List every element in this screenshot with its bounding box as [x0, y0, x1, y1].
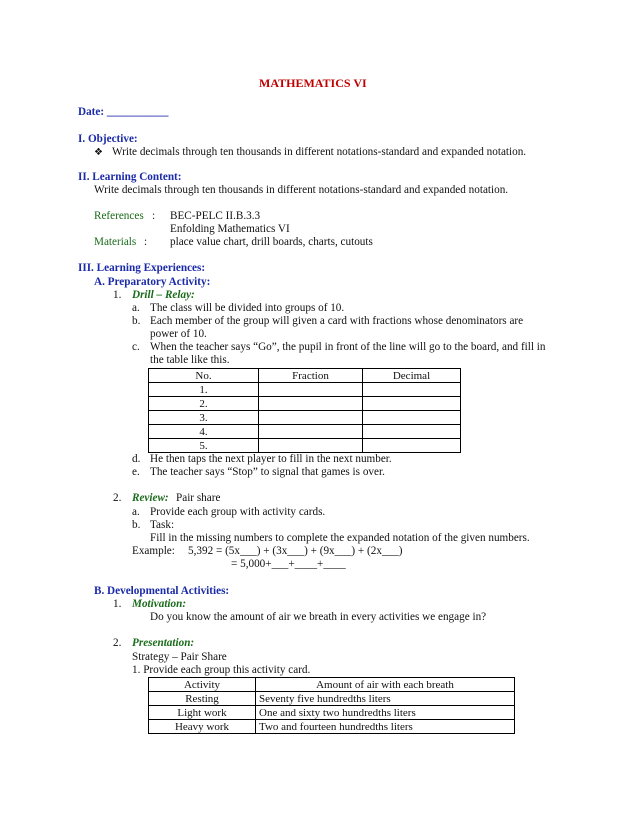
table-header-cell: Fraction — [259, 369, 363, 383]
table-header-cell: Activity — [149, 678, 256, 692]
table-row — [149, 706, 515, 720]
table-row — [149, 383, 461, 397]
drill-c-text-1: When the teacher says “Go”, the pupil in front of the line will go to the board, and fill in — [150, 341, 546, 353]
drill-b-text-1: Each member of the group will given a card with fractions whose denominators are — [150, 315, 524, 327]
developmental-heading: B. Developmental Activities: — [94, 585, 230, 597]
table-row — [149, 720, 515, 734]
table-cell: 3. — [149, 411, 259, 425]
motivation-number: 1. — [113, 598, 122, 610]
table-cell — [259, 383, 363, 397]
references-colon: : — [152, 210, 156, 222]
table-cell: Light work — [149, 706, 256, 720]
drill-e-text: The teacher says “Stop” to signal that games is over. — [150, 466, 385, 478]
table-cell — [363, 439, 461, 453]
review-task-text: Fill in the missing numbers to complete the expanded notation of the given numbers. — [150, 532, 530, 544]
references-label: References — [94, 210, 144, 222]
provide-text: 1. Provide each group this activity card. — [132, 664, 311, 676]
table-header-cell: Amount of air with each breath — [256, 678, 515, 692]
reference-1: BEC-PELC II.B.3.3 — [170, 210, 261, 222]
table-cell: Heavy work — [149, 720, 256, 734]
table-cell: Seventy five hundredths liters — [256, 692, 515, 706]
table-cell: 2. — [149, 397, 259, 411]
review-text: Pair share — [176, 492, 221, 504]
table-cell — [363, 383, 461, 397]
drill-b-text-2: power of 10. — [150, 328, 207, 340]
activity-table — [148, 677, 515, 734]
example-line-2: = 5,000+___+____+____ — [231, 558, 346, 570]
table-cell — [363, 425, 461, 439]
drill-a-label: a. — [132, 302, 140, 314]
review-b-text: Task: — [150, 519, 175, 531]
drill-a-text: The class will be divided into groups of 10. — [150, 302, 345, 314]
table-cell: Two and fourteen hundredths liters — [256, 720, 515, 734]
drill-c-label: c. — [132, 341, 140, 353]
motivation-heading: Motivation: — [132, 598, 187, 610]
table-header-row — [149, 369, 461, 383]
table-row — [149, 397, 461, 411]
table-row — [149, 425, 461, 439]
review-number: 2. — [113, 492, 122, 504]
learning-content-text: Write decimals through ten thousands in different notations-standard and expanded notation. — [94, 184, 509, 196]
drill-d-text: He then taps the next player to fill in the next number. — [150, 453, 392, 465]
drill-d-label: d. — [132, 453, 141, 465]
presentation-number: 2. — [113, 637, 122, 649]
table-row — [149, 411, 461, 425]
table-cell — [259, 397, 363, 411]
table-cell — [363, 397, 461, 411]
table-row — [149, 439, 461, 453]
drill-number: 1. — [113, 289, 122, 301]
example-line-1: 5,392 = (5x___) + (3x___) + (9x___) + (2x___) — [188, 545, 403, 557]
drill-b-label: b. — [132, 315, 141, 327]
table-cell: Resting — [149, 692, 256, 706]
table-cell — [259, 425, 363, 439]
materials-text: place value chart, drill boards, charts, cutouts — [170, 236, 373, 248]
review-a-text: Provide each group with activity cards. — [150, 506, 326, 518]
table-cell: One and sixty two hundredths liters — [256, 706, 515, 720]
learning-experiences-heading: III. Learning Experiences: — [78, 262, 206, 274]
motivation-text: Do you know the amount of air we breath in every activities we engage in? — [150, 611, 487, 623]
table-row — [149, 692, 515, 706]
objective-heading: I. Objective: — [78, 133, 138, 145]
objective-text: Write decimals through ten thousands in different notations-standard and expanded notation. — [112, 146, 527, 158]
table-cell: 1. — [149, 383, 259, 397]
example-label: Example: — [132, 545, 175, 557]
learning-content-heading: II. Learning Content: — [78, 171, 182, 183]
table-cell: 4. — [149, 425, 259, 439]
review-a-label: a. — [132, 506, 140, 518]
preparatory-heading: A. Preparatory Activity: — [94, 276, 211, 288]
table-cell — [259, 439, 363, 453]
table-header-row — [149, 678, 515, 692]
drill-c-text-2: the table like this. — [150, 354, 230, 366]
table-cell: 5. — [149, 439, 259, 453]
review-b-label: b. — [132, 519, 141, 531]
table-cell — [363, 411, 461, 425]
materials-label: Materials — [94, 236, 137, 248]
reference-2: Enfolding Mathematics VI — [170, 223, 290, 235]
drill-e-label: e. — [132, 466, 140, 478]
page-title: MATHEMATICS VI — [259, 76, 367, 90]
table-header-cell: Decimal — [363, 369, 461, 383]
table-header-cell: No. — [149, 369, 259, 383]
review-heading: Review: — [132, 492, 169, 504]
strategy-text: Strategy – Pair Share — [132, 651, 227, 663]
date-line: Date: ___________ — [78, 106, 169, 118]
bullet-icon: ❖ — [94, 147, 103, 158]
drill-heading: Drill – Relay: — [132, 289, 195, 301]
presentation-heading: Presentation: — [132, 637, 195, 649]
table-cell — [259, 411, 363, 425]
relay-table — [148, 368, 461, 453]
materials-colon: : — [144, 236, 148, 248]
